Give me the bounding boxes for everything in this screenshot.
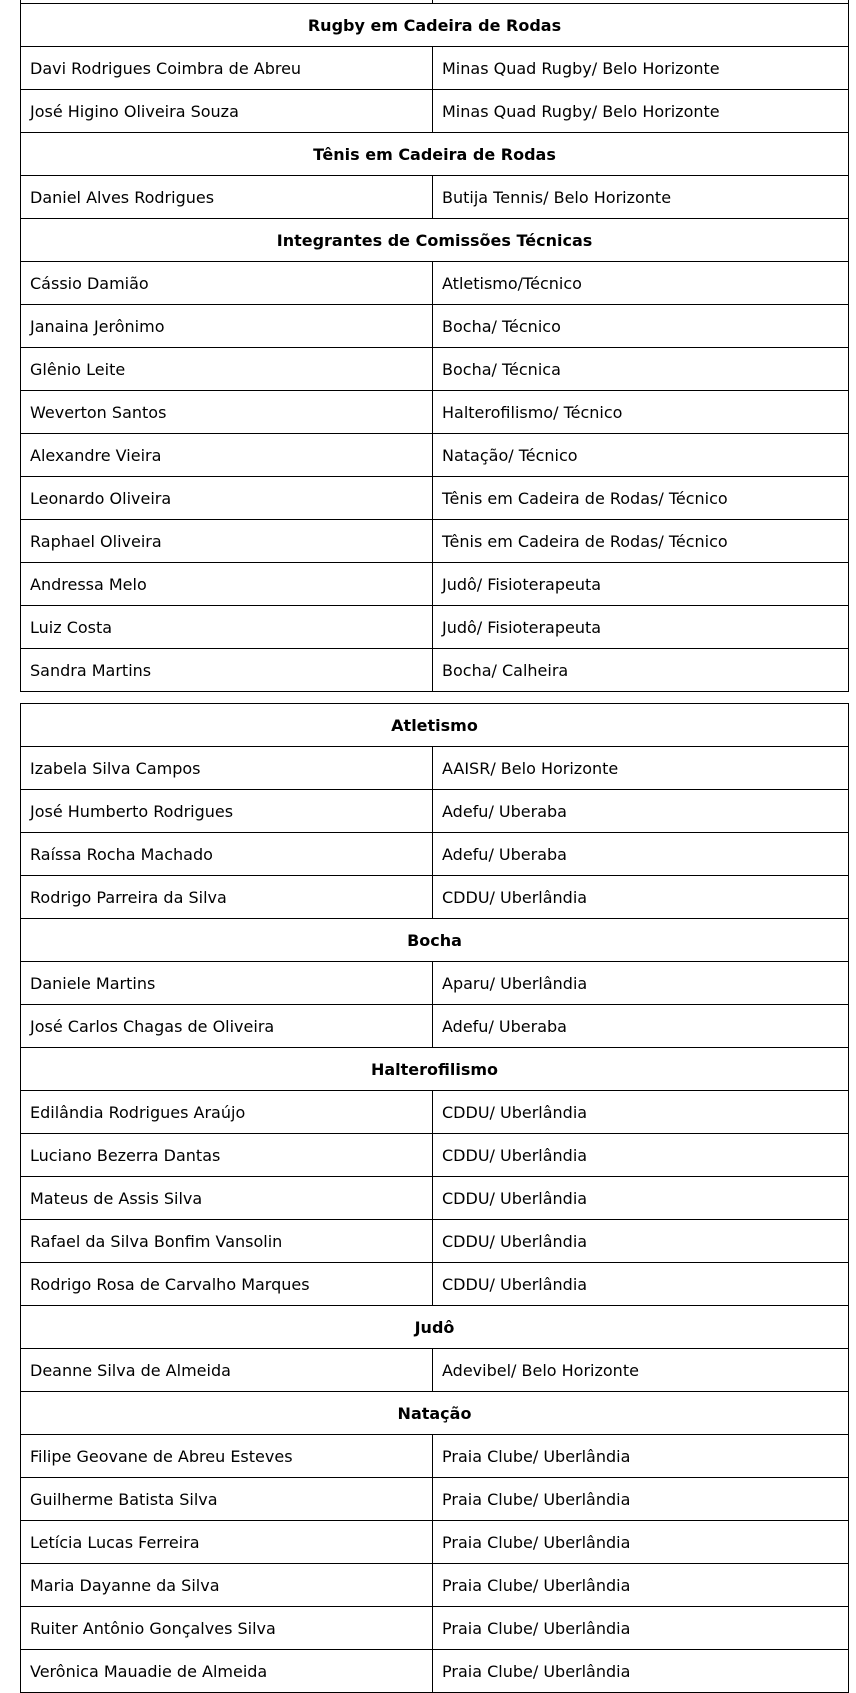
member-name: Raíssa Rocha Machado	[21, 833, 433, 876]
section-heading: Halterofilismo	[21, 1048, 849, 1091]
section-heading-row	[21, 704, 849, 747]
member-affiliation: Judô/ Fisioterapeuta	[433, 606, 849, 649]
member-affiliation: CDDU/ Uberlândia	[433, 1263, 849, 1306]
table-row	[21, 1521, 849, 1564]
table-row	[21, 1220, 849, 1263]
table-row	[21, 1607, 849, 1650]
member-name: Guilherme Batista Silva	[21, 1478, 433, 1521]
member-name: Edilândia Rodrigues Araújo	[21, 1091, 433, 1134]
section-heading: Integrantes de Comissões Técnicas	[21, 219, 849, 262]
member-affiliation: Praia Clube/ Uberlândia	[433, 1564, 849, 1607]
table-row	[21, 1091, 849, 1134]
member-affiliation: Praia Clube/ Uberlândia	[433, 1435, 849, 1478]
member-affiliation: Tênis em Cadeira de Rodas/ Técnico	[433, 520, 849, 563]
member-affiliation: Bocha/ Técnica	[433, 348, 849, 391]
section-heading: Natação	[21, 1392, 849, 1435]
roster-table-athletes	[20, 703, 849, 1693]
member-name: Daniel Alves Rodrigues	[21, 176, 433, 219]
table-row	[21, 348, 849, 391]
table-row	[21, 520, 849, 563]
member-affiliation: Natação/ Técnico	[433, 434, 849, 477]
member-name: Luciano Bezerra Dantas	[21, 1134, 433, 1177]
member-name: José Humberto Rodrigues	[21, 790, 433, 833]
table-body	[21, 0, 849, 692]
table-row	[21, 649, 849, 692]
member-affiliation: Praia Clube/ Uberlândia	[433, 1650, 849, 1693]
section-heading-row	[21, 219, 849, 262]
table-row	[21, 563, 849, 606]
section-heading-row	[21, 133, 849, 176]
member-name: Davi Rodrigues Coimbra de Abreu	[21, 47, 433, 90]
member-name: Janaina Jerônimo	[21, 305, 433, 348]
table-body	[21, 704, 849, 1693]
table-row	[21, 747, 849, 790]
table-row	[21, 1650, 849, 1693]
member-affiliation: Adefu/ Uberaba	[433, 790, 849, 833]
member-name: Raphael Oliveira	[21, 520, 433, 563]
table-row	[21, 391, 849, 434]
member-name: José Carlos Chagas de Oliveira	[21, 1005, 433, 1048]
member-name: Rodrigo Rosa de Carvalho Marques	[21, 1263, 433, 1306]
member-name: Leonardo Oliveira	[21, 477, 433, 520]
member-name: Rodrigo Parreira da Silva	[21, 876, 433, 919]
table-row	[21, 47, 849, 90]
member-name: Luiz Costa	[21, 606, 433, 649]
table-row	[21, 962, 849, 1005]
section-heading: Judô	[21, 1306, 849, 1349]
member-name: Mateus de Assis Silva	[21, 1177, 433, 1220]
member-name: Andressa Melo	[21, 563, 433, 606]
table-row	[21, 1435, 849, 1478]
member-name: José Higino Oliveira Souza	[21, 90, 433, 133]
member-name: Letícia Lucas Ferreira	[21, 1521, 433, 1564]
member-name: Ruiter Antônio Gonçalves Silva	[21, 1607, 433, 1650]
roster-table-technical	[20, 0, 849, 692]
table-row	[21, 434, 849, 477]
member-affiliation: Aparu/ Uberlândia	[433, 962, 849, 1005]
member-name: Verônica Mauadie de Almeida	[21, 1650, 433, 1693]
member-name: Maria Dayanne da Silva	[21, 1564, 433, 1607]
section-heading: Tênis em Cadeira de Rodas	[21, 133, 849, 176]
member-affiliation: Bocha/ Técnico	[433, 305, 849, 348]
member-name: Izabela Silva Campos	[21, 747, 433, 790]
member-name: Rafael da Silva Bonfim Vansolin	[21, 1220, 433, 1263]
member-affiliation: Praia Clube/ Uberlândia	[433, 1607, 849, 1650]
table-row	[21, 876, 849, 919]
section-heading: Rugby em Cadeira de Rodas	[21, 4, 849, 47]
table-row	[21, 90, 849, 133]
section-heading-row	[21, 919, 849, 962]
table-row	[21, 790, 849, 833]
member-name: Cássio Damião	[21, 262, 433, 305]
member-affiliation: Bocha/ Calheira	[433, 649, 849, 692]
member-affiliation: CDDU/ Uberlândia	[433, 1134, 849, 1177]
member-affiliation: Minas Quad Rugby/ Belo Horizonte	[433, 47, 849, 90]
member-affiliation: CDDU/ Uberlândia	[433, 876, 849, 919]
table-row	[21, 1263, 849, 1306]
table-row	[21, 477, 849, 520]
member-affiliation: Minas Quad Rugby/ Belo Horizonte	[433, 90, 849, 133]
table-row	[21, 1478, 849, 1521]
member-affiliation: CDDU/ Uberlândia	[433, 1091, 849, 1134]
section-heading-row	[21, 1048, 849, 1091]
table-row	[21, 305, 849, 348]
member-affiliation: Praia Clube/ Uberlândia	[433, 1521, 849, 1564]
member-affiliation: CDDU/ Uberlândia	[433, 1177, 849, 1220]
member-affiliation: Halterofilismo/ Técnico	[433, 391, 849, 434]
member-name: Weverton Santos	[21, 391, 433, 434]
member-affiliation: Atletismo/Técnico	[433, 262, 849, 305]
member-affiliation: CDDU/ Uberlândia	[433, 1220, 849, 1263]
member-affiliation: Adevibel/ Belo Horizonte	[433, 1349, 849, 1392]
member-affiliation: Judô/ Fisioterapeuta	[433, 563, 849, 606]
section-heading: Atletismo	[21, 704, 849, 747]
section-heading-row	[21, 1392, 849, 1435]
member-affiliation: Tênis em Cadeira de Rodas/ Técnico	[433, 477, 849, 520]
member-name: Sandra Martins	[21, 649, 433, 692]
table-row	[21, 1349, 849, 1392]
member-affiliation: Praia Clube/ Uberlândia	[433, 1478, 849, 1521]
table-row	[21, 606, 849, 649]
member-affiliation: AAISR/ Belo Horizonte	[433, 747, 849, 790]
section-heading-row	[21, 4, 849, 47]
table-row	[21, 1177, 849, 1220]
table-row	[21, 262, 849, 305]
member-name: Alexandre Vieira	[21, 434, 433, 477]
section-heading-row	[21, 1306, 849, 1349]
section-heading: Bocha	[21, 919, 849, 962]
table-row	[21, 176, 849, 219]
table-row	[21, 1005, 849, 1048]
member-name: Deanne Silva de Almeida	[21, 1349, 433, 1392]
member-affiliation: Adefu/ Uberaba	[433, 833, 849, 876]
member-affiliation: Butija Tennis/ Belo Horizonte	[433, 176, 849, 219]
member-name: Filipe Geovane de Abreu Esteves	[21, 1435, 433, 1478]
member-name: Glênio Leite	[21, 348, 433, 391]
table-row	[21, 1564, 849, 1607]
member-name: Daniele Martins	[21, 962, 433, 1005]
member-affiliation: Adefu/ Uberaba	[433, 1005, 849, 1048]
table-row	[21, 1134, 849, 1177]
table-row	[21, 833, 849, 876]
